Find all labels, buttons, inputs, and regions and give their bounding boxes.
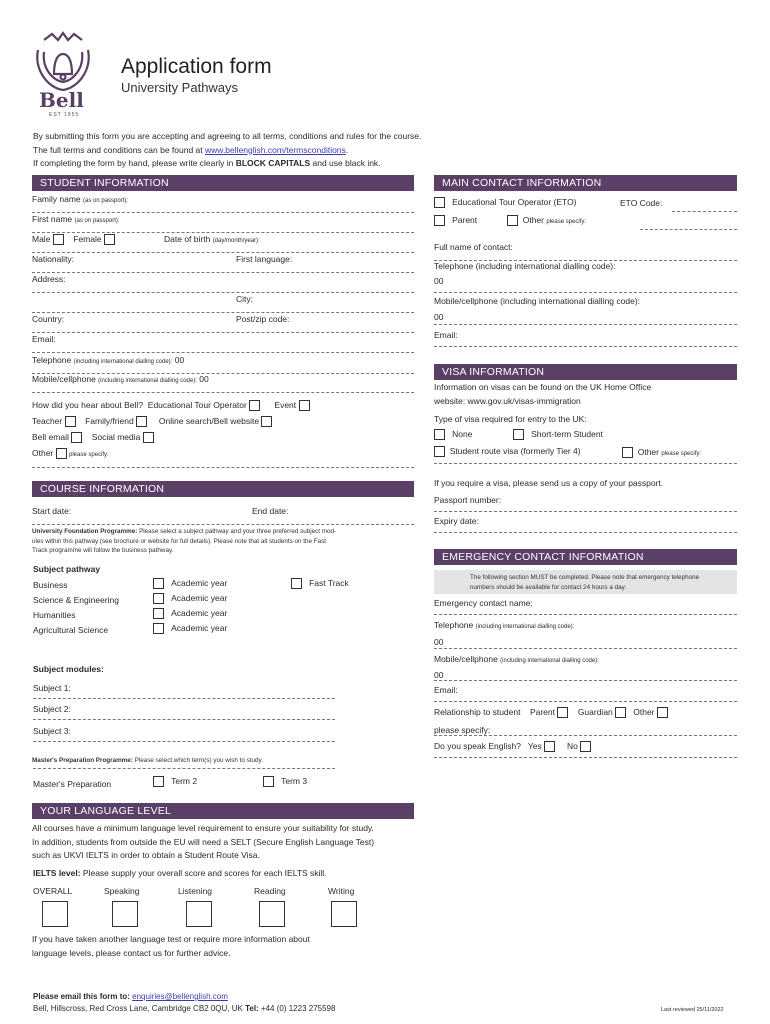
dob-note: (day/month/year): [212,238,260,244]
score-writing-box[interactable] [331,901,357,927]
subject-3-label: Subject 3: [33,726,71,736]
hear-event-checkbox[interactable] [299,400,310,411]
city-label: City: [236,294,253,304]
visa-student-route-option [434,446,581,457]
passport-number-field[interactable] [434,494,737,512]
female-label: Female [73,234,102,244]
intro-line-2-suffix: . [345,144,349,155]
mobile-prefix: 00 [199,374,209,384]
term3-option [263,776,307,787]
emergency-telephone-label: Telephone [434,620,474,630]
family-name-label: Family name [32,194,81,204]
visa-copy-note: If you require a visa, please send us a copy of your passport. [434,478,664,488]
pathway-science-option [153,593,227,604]
intro-line-3 [33,157,593,171]
relationship-parent-label: Parent [529,707,555,717]
hear-bell-email-checkbox[interactable] [71,432,82,443]
contact-email-field[interactable] [434,329,737,347]
hear-other-checkbox[interactable] [56,448,67,459]
nationality-row[interactable] [32,253,414,273]
last-reviewed: Last reviewed 25/11/2022 [661,1007,724,1013]
dob-label: Date of birth [164,234,211,244]
language-text [32,822,414,863]
pathway-business-label: Business [33,580,68,590]
skill-writing-label: Writing [328,886,355,896]
ufp-bold: University Foundation Programme: [32,528,138,535]
visa-none-checkbox[interactable] [434,429,445,440]
hear-online-checkbox[interactable] [261,416,272,427]
fast-track-label: Fast Track [309,578,349,588]
speak-english-yes-checkbox[interactable] [544,741,555,752]
mobile-label: Mobile/cellphone [32,374,96,384]
ufp-line-2: ules within this pathway (see brochure or website for full details). Please note that all students on the Fast [32,537,327,545]
language-other-1: If you have taken another language test or require more information about [32,934,310,944]
hear-row-2 [32,416,272,427]
telephone-prefix: 00 [174,355,185,365]
expiry-date-field[interactable] [434,515,737,533]
pathway-humanities-option [153,608,227,619]
subject-1-label: Subject 1: [33,683,71,693]
student-info-heading: STUDENT INFORMATION [32,175,414,191]
speak-english-row [434,741,591,752]
contact-other-field[interactable] [640,229,737,230]
visa-info [434,381,737,408]
hear-bell-email-label: Bell email [32,432,69,442]
emergency-heading: EMERGENCY CONTACT INFORMATION [434,549,737,565]
intro-line-3-suffix: and use black ink. [310,158,381,168]
language-heading: YOUR LANGUAGE LEVEL [32,803,414,819]
masters-divider [33,768,335,769]
contact-parent-label: Parent [452,215,478,225]
contact-mobile-prefix: 00 [434,312,444,322]
emergency-email-field[interactable] [434,684,737,702]
address-field[interactable] [32,273,414,293]
relationship-label: Relationship to student [434,707,521,717]
ufp-text-1: Please select a subject pathway and your three preferred subject mod- [137,528,337,535]
pathway-humanities-checkbox[interactable] [153,608,164,619]
visa-other-checkbox[interactable] [622,447,633,458]
pathway-humanities-academic-year: Academic year [171,608,228,618]
contact-mobile-label: Mobile/cellphone (including international dialling code): [434,296,641,306]
contact-full-name-field[interactable] [434,241,737,261]
visa-short-term-checkbox[interactable] [513,429,524,440]
ielts-text: Please supply your overall score and scores for each IELTS skill. [80,868,327,878]
pathway-business-option [153,578,227,589]
hear-row-3 [32,432,154,443]
masters-prep-label: Master's Preparation [33,779,112,789]
hear-teacher-label: Teacher [32,416,63,426]
page-title: Application form [121,55,272,78]
eto-code-field[interactable] [672,211,737,212]
language-p2: In addition, students from outside the EU will need a SELT (Secure English Language Test) [32,836,375,847]
pathway-science-checkbox[interactable] [153,593,164,604]
footer-email [33,992,228,1001]
hear-other-label: Other [32,448,54,458]
emergency-email-label: Email: [434,685,458,695]
ufp-note [32,527,414,556]
male-label: Male [32,234,51,244]
pathway-humanities-label: Humanities [33,610,76,620]
pathway-business-checkbox[interactable] [153,578,164,589]
term2-checkbox[interactable] [153,776,164,787]
hear-row-4 [32,448,109,459]
bell-logo [30,30,96,122]
footer-address-text: Bell, Hillscross, Red Cross Lane, Cambridge CB2 0QU, UK [33,1004,243,1013]
main-contact-heading: MAIN CONTACT INFORMATION [434,175,737,191]
hear-row-1 [32,400,310,411]
intro-line-2 [33,144,593,158]
pathway-science-academic-year: Academic year [171,593,228,603]
skill-reading-label: Reading [254,886,286,896]
hear-event-label: Event [274,400,297,410]
hear-family-checkbox[interactable] [136,416,147,427]
emergency-telephone-note: (including international dialling code): [475,624,575,630]
hear-eto-checkbox[interactable] [249,400,260,411]
female-checkbox[interactable] [104,234,115,245]
footer-email-label: Please email this form to: [33,992,133,1001]
term3-label: Term 3 [281,776,308,786]
email-label: Email: [32,334,56,344]
subject-2-field[interactable] [33,719,335,720]
intro-line-2-prefix: The full terms and conditions can be found at [33,144,205,155]
skill-overall-label: OVERALL [33,886,73,896]
relationship-other-checkbox[interactable] [657,707,668,718]
dob-field[interactable] [164,233,260,247]
intro-text [33,130,593,171]
first-language-label: First language: [236,254,293,264]
masters-note [32,756,414,766]
visa-divider [434,463,737,464]
start-date-label: Start date: [32,506,72,516]
pathway-science-label: Science & Engineering [33,595,120,605]
emergency-telephone-field[interactable] [434,619,737,649]
skill-listening-label: Listening [178,886,213,896]
mobile-field[interactable] [32,373,414,393]
logo-text: Bell [39,88,84,112]
relationship-specify-note: please specify: [434,725,491,735]
pathway-business-academic-year: Academic year [171,578,228,588]
first-name-field[interactable] [32,213,414,233]
term2-label: Term 2 [171,776,198,786]
hear-label: How did you hear about Bell? [32,400,144,410]
subject-pathway-heading: Subject pathway [33,564,101,574]
fast-track-checkbox[interactable] [291,578,302,589]
male-checkbox[interactable] [53,234,64,245]
page-subtitle: University Pathways [121,80,239,95]
language-p3: such as UKVI IELTS in order to obtain a Student Route Visa. [32,850,260,860]
visa-student-route-label: Student route visa (formerly Tier 4) [449,446,581,456]
contact-other-checkbox[interactable] [507,215,518,226]
footer-email-link[interactable]: enquiries@bellenglish.com [132,992,228,1001]
subject-1-field[interactable] [33,698,335,699]
telephone-field[interactable] [32,354,414,374]
telephone-note: (including international dialling code): [73,359,173,365]
ufp-line-3: Track programme will follow the business pathway. [32,547,174,554]
visa-heading: VISA INFORMATION [434,364,737,380]
relationship-row [434,707,668,718]
visa-other-note: please specify: [661,451,702,457]
telephone-label: Telephone [32,355,72,365]
contact-telephone-label: Telephone (including international dialling code): [434,261,616,271]
contact-email-label: Email: [434,330,458,340]
ielts-note [33,868,327,878]
city-field[interactable] [32,293,414,313]
relationship-guardian-label: Guardian [577,707,613,717]
visa-none-option [434,429,472,440]
contact-eto-checkbox[interactable] [434,197,445,208]
hear-online-label: Online search/Bell website [158,416,260,426]
visa-short-term-option [513,429,603,440]
speak-english-no-checkbox[interactable] [580,741,591,752]
family-name-note: (as on passport): [83,198,129,204]
emergency-note-2: numbers should be available for contact 24 hours a day. [470,583,627,591]
gender-dob-row [32,233,414,253]
skill-speaking-label: Speaking [104,886,140,896]
relationship-guardian-checkbox[interactable] [615,707,626,718]
country-row[interactable] [32,313,414,333]
country-label: Country: [32,314,65,324]
email-field[interactable] [32,333,414,353]
pathway-agri-academic-year: Academic year [171,623,228,633]
footer-address [33,1004,335,1013]
subject-modules-heading: Subject modules: [33,664,104,674]
ufp-line-1 [32,527,414,537]
footer-tel-label: Tel: [242,1004,261,1013]
emergency-mobile-label: Mobile/cellphone [434,654,498,664]
visa-none-label: None [452,429,473,439]
course-dates-row[interactable] [32,505,414,525]
contact-other-note: please specify: [546,219,587,225]
address-label: Address: [32,274,66,284]
hear-social-checkbox[interactable] [143,432,154,443]
emergency-note [434,570,737,594]
contact-telephone-prefix: 00 [434,276,444,286]
term3-checkbox[interactable] [263,776,274,787]
emergency-name-field[interactable] [434,597,737,615]
hear-other-note: please specify: [69,452,109,458]
emergency-end-divider [434,757,737,758]
first-name-label: First name [32,214,73,224]
hear-about-section [32,398,414,468]
visa-other-label: Other [637,447,659,457]
hear-social-label: Social media [91,432,141,442]
visa-short-term-label: Short-term Student [531,429,603,439]
course-info-heading: COURSE INFORMATION [32,481,414,497]
hear-family-label: Family/friend [85,416,134,426]
contact-parent-option [434,215,477,226]
emergency-mobile-prefix: 00 [434,670,444,680]
language-other-2: language levels, please contact us for further advice. [32,947,231,958]
contact-full-name-label: Full name of contact: [434,242,513,252]
ielts-bold: IELTS level: [33,868,81,878]
intro-line-1: By submitting this form you are accepting and agreeing to all terms, conditions and rules for the course. [33,131,422,141]
contact-other-label: Other [522,215,544,225]
speak-english-no-label: No [566,741,578,751]
language-other-text [32,933,414,960]
visa-info-2: website: www.gov.uk/visas-immigration [434,395,581,406]
score-speaking-box[interactable] [112,901,138,927]
speak-english-yes-label: Yes [527,741,542,751]
contact-eto-option [434,197,577,208]
emergency-mobile-note: (including international dialling code): [500,658,599,664]
term2-option [153,776,197,787]
visa-type-label: Type of visa required for entry to the UK: [434,414,587,424]
contact-mobile-field[interactable] [434,295,737,325]
emergency-telephone-prefix: 00 [434,637,444,647]
hear-eto-label: Educational Tour Operator [147,400,247,410]
visa-student-route-checkbox[interactable] [434,446,445,457]
family-name-field[interactable] [32,193,414,213]
hear-teacher-checkbox[interactable] [65,416,76,427]
subject-2-label: Subject 2: [33,704,71,714]
emergency-note-1: The following section MUST be completed. Please note that emergency telephone [470,574,700,581]
intro-block-capitals: BLOCK CAPITALS [235,158,311,168]
language-p1: All courses have a minimum language level requirement to ensure your suitability for study. [32,823,374,833]
subject-3-field[interactable] [33,741,335,742]
end-date-label: End date: [252,506,289,516]
score-listening-box[interactable] [186,901,212,927]
eto-code-label: ETO Code: [620,198,663,208]
expiry-date-label: Expiry date: [434,516,479,526]
postcode-label: Post/zip code: [236,314,290,324]
pathway-agri-label: Agricultural Science [33,625,109,635]
pathway-agri-option [153,623,227,634]
score-overall-box[interactable] [42,901,68,927]
mobile-note: (including international dialling code): [98,378,197,384]
visa-info-1: Information on visas can be found on the UK Home Office [434,382,652,392]
score-reading-box[interactable] [259,901,285,927]
first-name-note: (as on passport): [74,218,120,224]
logo-est: EST 1955 [49,112,80,118]
contact-parent-checkbox[interactable] [434,215,445,226]
terms-link[interactable]: www.bellenglish.com/termsconditions [205,144,346,155]
nationality-label: Nationality: [32,254,75,264]
speak-english-label: Do you speak English? [434,741,521,751]
contact-eto-label: Educational Tour Operator (ETO) [452,197,577,207]
contact-other-option [507,215,586,226]
masters-text: Please select which term(s) you wish to study. [132,757,263,764]
masters-bold: Master's Preparation Programme: [32,757,133,764]
relationship-parent-checkbox[interactable] [557,707,568,718]
emergency-name-label: Emergency contact name: [434,598,533,608]
visa-other-option [622,447,701,458]
contact-telephone-field[interactable] [434,260,737,293]
passport-number-label: Passport number: [434,495,502,505]
fast-track-option [291,578,349,589]
pathway-agri-checkbox[interactable] [153,623,164,634]
emergency-mobile-field[interactable] [434,653,737,681]
relationship-other-label: Other [633,707,655,717]
footer-tel: +44 (0) 1223 275598 [260,1004,336,1013]
intro-line-3-prefix: If completing the form by hand, please write clearly in [33,158,236,168]
relationship-specify-field[interactable] [434,735,737,736]
